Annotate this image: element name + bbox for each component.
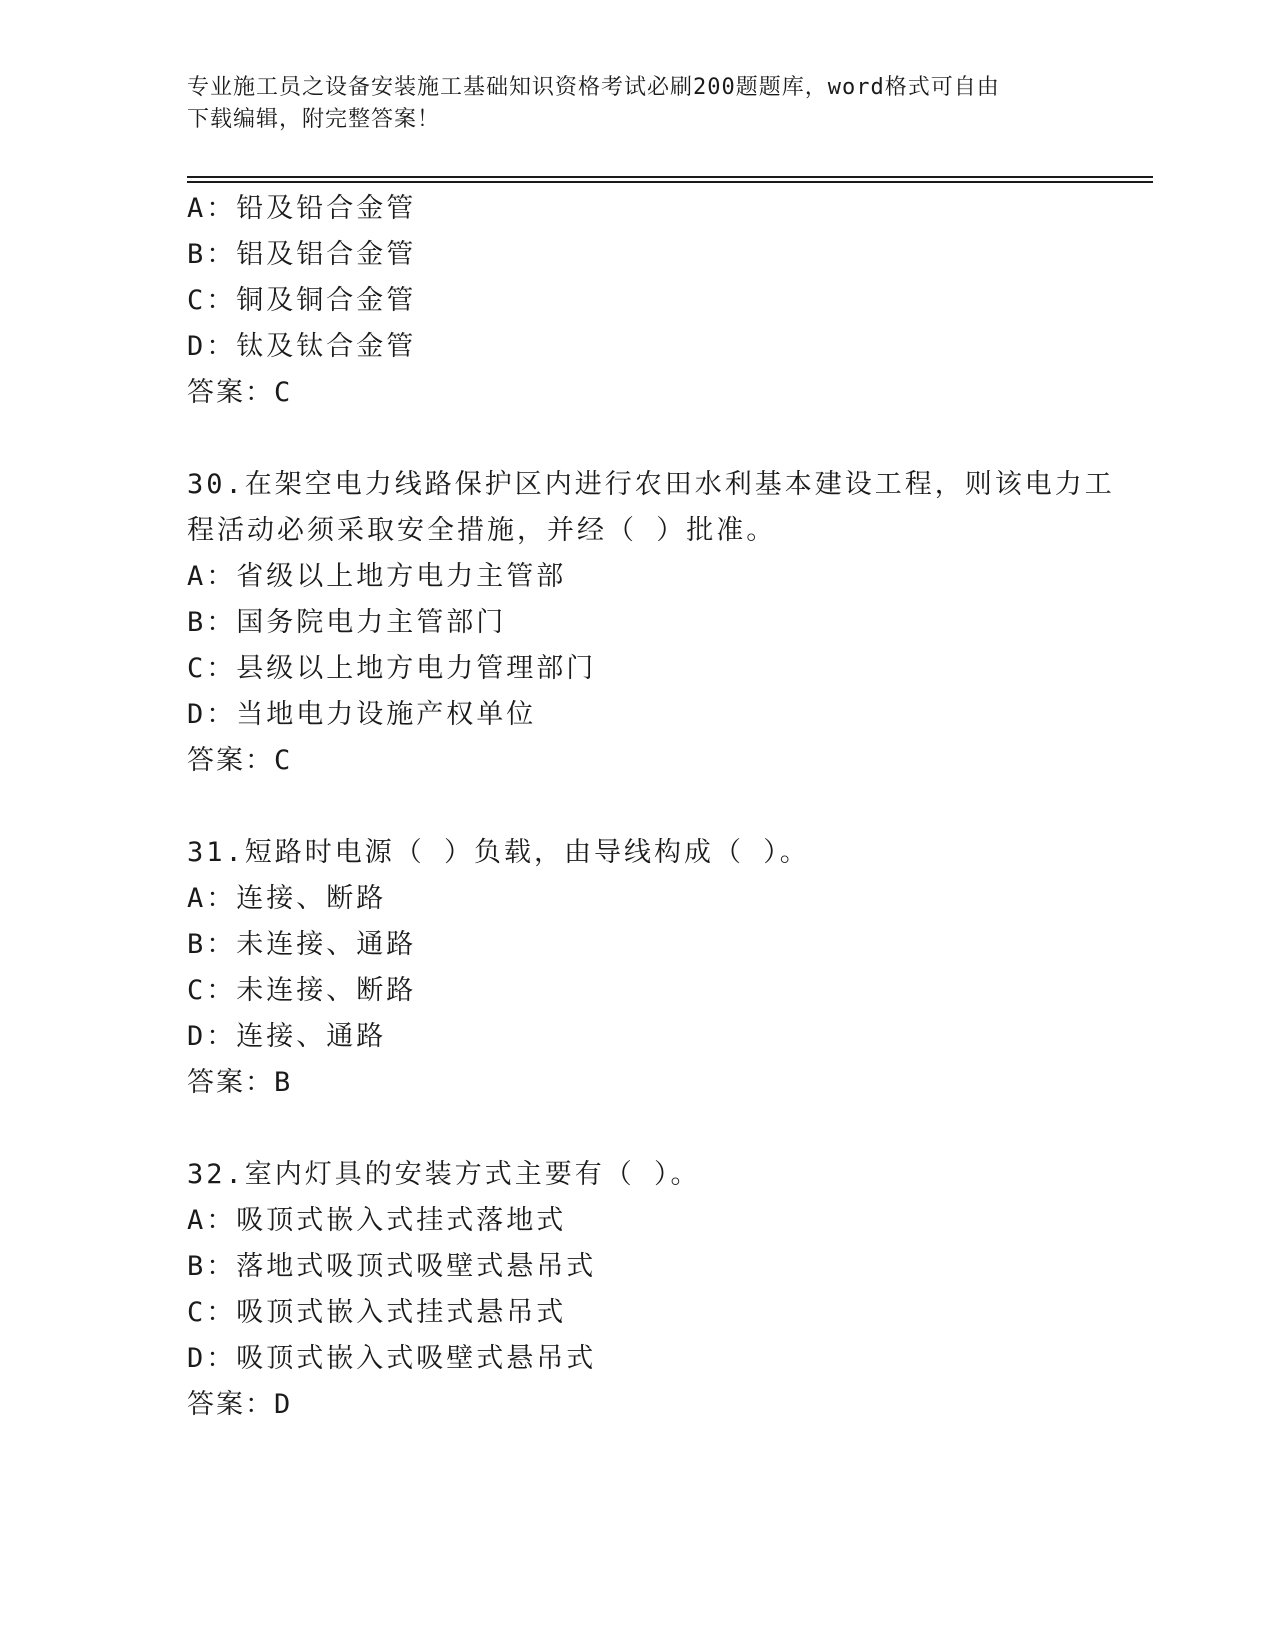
question-stem-line-1: 30.在架空电力线路保护区内进行农田水利基本建设工程，则该电力工 bbox=[187, 469, 1115, 500]
spacer bbox=[187, 1106, 1153, 1152]
question-32 bbox=[187, 1152, 1153, 1428]
option-a: A：省级以上地方电力主管部 bbox=[187, 561, 567, 592]
option-a: A：铅及铅合金管 bbox=[187, 193, 417, 224]
option-c: C：未连接、断路 bbox=[187, 975, 417, 1006]
option-b: B：落地式吸顶式吸壁式悬吊式 bbox=[187, 1251, 597, 1282]
question-29 bbox=[187, 186, 1153, 416]
header-line-1: 专业施工员之设备安装施工基础知识资格考试必刷200题题库，word格式可自由 bbox=[187, 75, 1000, 100]
answer: 答案：C bbox=[187, 745, 293, 776]
option-d: D：钛及钛合金管 bbox=[187, 331, 417, 362]
option-a: A：连接、断路 bbox=[187, 883, 387, 914]
document-header bbox=[187, 72, 1087, 136]
option-d: D：当地电力设施产权单位 bbox=[187, 699, 537, 730]
answer: 答案：D bbox=[187, 1389, 293, 1420]
option-d: D：吸顶式嵌入式吸壁式悬吊式 bbox=[187, 1343, 597, 1374]
option-b: B：国务院电力主管部门 bbox=[187, 607, 507, 638]
question-stem-line-2: 程活动必须采取安全措施，并经（ ）批准。 bbox=[187, 515, 777, 546]
question-30 bbox=[187, 462, 1153, 784]
question-stem-line-1: 31.短路时电源（ ）负载，由导线构成（ ）。 bbox=[187, 837, 810, 868]
question-list bbox=[187, 186, 1153, 1428]
option-c: C：铜及铜合金管 bbox=[187, 285, 417, 316]
option-d: D：连接、通路 bbox=[187, 1021, 387, 1052]
answer: 答案：C bbox=[187, 377, 293, 408]
answer: 答案：B bbox=[187, 1067, 293, 1098]
option-b: B：未连接、通路 bbox=[187, 929, 417, 960]
question-31 bbox=[187, 830, 1153, 1106]
option-b: B：铝及铝合金管 bbox=[187, 239, 417, 270]
spacer bbox=[187, 784, 1153, 830]
header-rule-top bbox=[187, 176, 1153, 178]
option-c: C：吸顶式嵌入式挂式悬吊式 bbox=[187, 1297, 567, 1328]
header-rule-bottom bbox=[187, 181, 1153, 183]
option-a: A：吸顶式嵌入式挂式落地式 bbox=[187, 1205, 567, 1236]
option-c: C：县级以上地方电力管理部门 bbox=[187, 653, 597, 684]
spacer bbox=[187, 416, 1153, 462]
header-line-2: 下载编辑，附完整答案！ bbox=[187, 107, 441, 132]
question-stem-line-1: 32.室内灯具的安装方式主要有（ ）。 bbox=[187, 1159, 701, 1190]
